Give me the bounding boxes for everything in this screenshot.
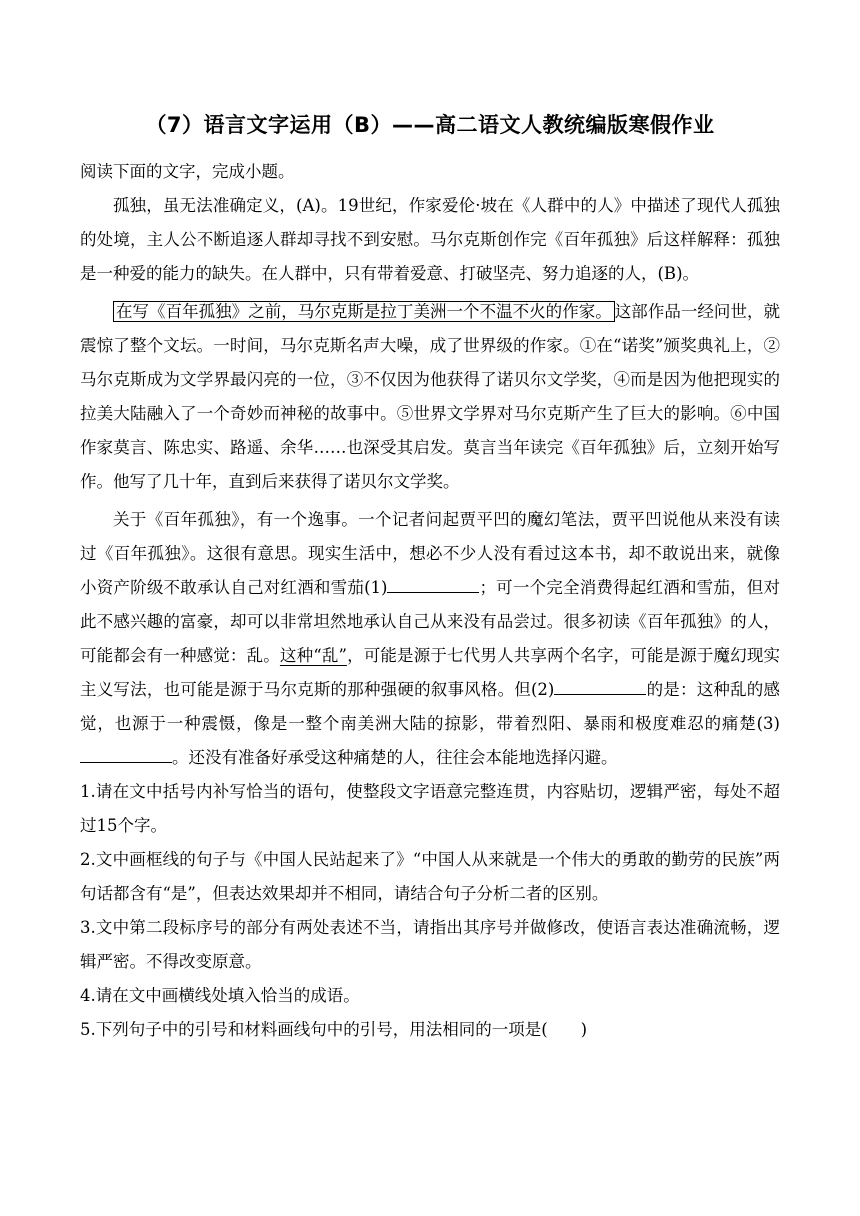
paragraph-3-part-4: 的是：这种乱的感觉，也源于一种震慑，像是一整个南美洲大陆的掠影，带着烈阳、暴雨和极度难忍的痛楚	[80, 680, 781, 733]
underlined-phrase: 这种“乱”	[279, 646, 347, 665]
paragraph-2-text: 这部作品一经问世，就震惊了整个文坛。一时间，马尔克斯名声大噪，成了世界级的作家。①在“诺奖”颁奖典礼上，②马尔克斯成为文学界最闪亮的一位，③不仅因为他获得了诺贝尔文学奖，④而是因为他把现实的拉美大陆融入了一个奇妙而神秘的故事中。⑤世界文学界对马尔克斯产生了巨大的影响。⑥中国作家莫言、陈忠实、路遥、余华……也深受其启发。莫言当年读完《百年孤独》后，立刻开始写作。他写了几十年，直到后来获得了诺贝尔文学奖。	[80, 302, 781, 491]
blank-3-label: (3)	[756, 714, 780, 733]
instruction-text: 阅读下面的文字，完成小题。	[80, 162, 295, 181]
paragraph-3-part-1: 关于《百年孤独》，有一个逸事。一个记者问起贾平凹的魔幻笔法，贾平凹说他从来没有读过《百年孤独》。这很有意思。现实生活中，想必不少人没有看过这本书，却不敢说出来，就像小资产阶级不敢承认自己对红酒和雪茄	[80, 510, 780, 597]
fill-blank-1[interactable]	[387, 574, 479, 593]
question-1: 1.请在文中括号内补写恰当的语句，使整段文字语意完整连贯，内容贴切，逻辑严密，每处不超过15个字。	[80, 782, 780, 835]
question-5: 5.下列句子中的引号和材料画线句中的引号，用法相同的一项是( )	[80, 1020, 588, 1039]
page-title: （7）语言文字运用（B）——高二语文人教统编版寒假作业	[145, 113, 715, 137]
paragraph-1: 孤独，虽无法准确定义，(A)。19世纪，作家爱伦·坡在《人群中的人》中描述了现代人孤独的处境，主人公不断追逐人群却寻找不到安慰。马尔克斯创作完《百年孤独》后这样解释：孤独是一种爱的能力的缺失。在人群中，只有带着爱意、打破坚壳、努力追逐的人，(B)。	[80, 196, 780, 283]
paragraph-2	[80, 295, 780, 499]
question-2: 2.文中画框线的句子与《中国人民站起来了》“中国人从来就是一个伟大的勇敢的勤劳的民族”两句话都含有“是”，但表达效果却并不相同，请结合句子分析二者的区别。	[80, 850, 780, 903]
question-3: 3.文中第二段标序号的部分有两处表述不当，请指出其序号并做修改，使语言表达准确流畅，逻辑严密。不得改变原意。	[80, 918, 780, 971]
fill-blank-2[interactable]	[554, 676, 646, 695]
boxed-sentence: 在写《百年孤独》之前，马尔克斯是拉丁美洲一个不温不火的作家。	[113, 301, 615, 322]
paragraph-3	[80, 503, 780, 775]
paragraph-3-part-2: ；可一个完全消费得起红酒和雪茄，但对此不感兴趣的富豪，却可以非常坦然地承认自己从来没有品尝过。很多初读《百年孤独》的人，可能都会有一种感觉：乱。	[80, 578, 781, 665]
fill-blank-3[interactable]	[80, 744, 172, 763]
paragraph-3-part-3: ，可能是源于七代男人共享两个名字，可能是源于魔幻现实主义写法，也可能是源于马尔克斯的那种强硬的叙事风格。但	[80, 646, 781, 699]
question-4: 4.请在文中画横线处填入恰当的成语。	[80, 986, 360, 1005]
document-body	[80, 155, 780, 1047]
blank-1-label: (1)	[364, 578, 388, 597]
paragraph-3-part-5: 。还没有准备好承受这种痛楚的人，往往会本能地选择闪避。	[172, 748, 618, 767]
blank-2-label: (2)	[531, 680, 555, 699]
